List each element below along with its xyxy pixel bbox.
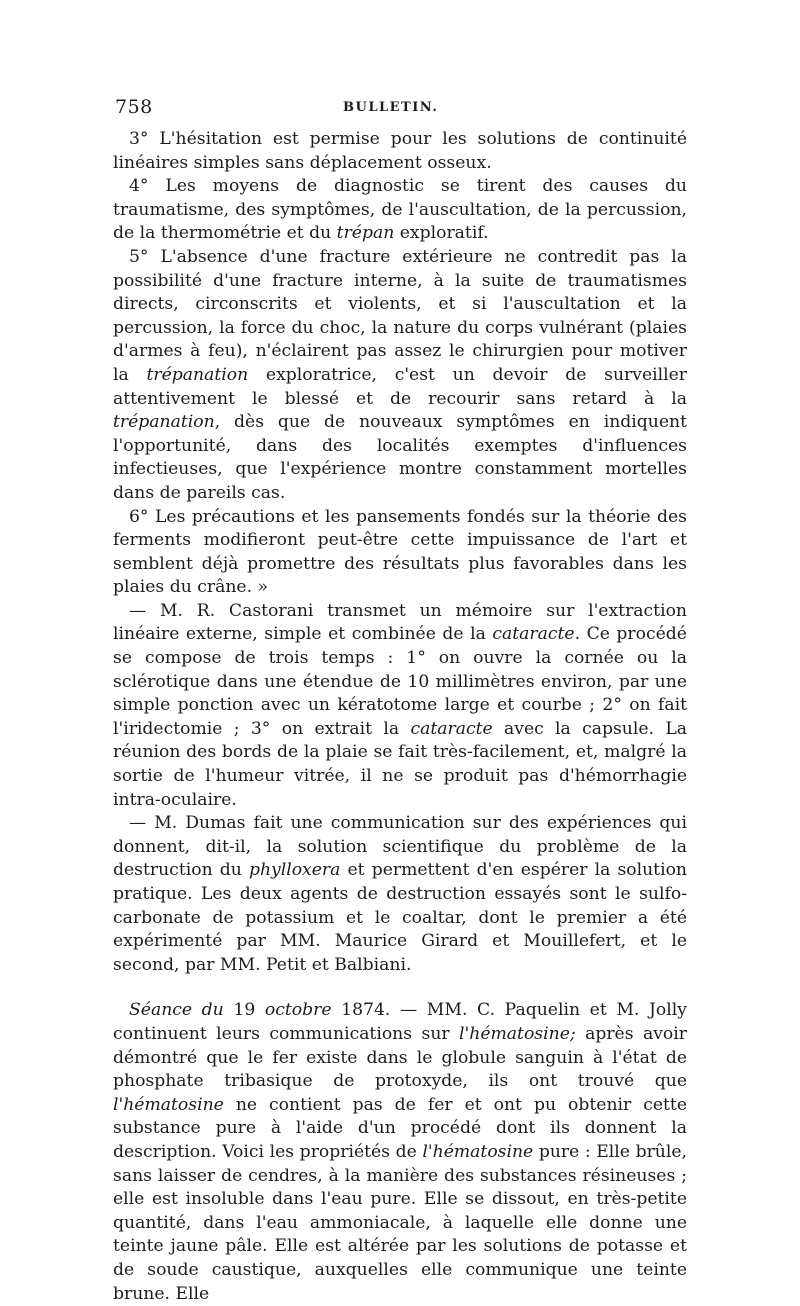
italic-text: Séance du: [129, 1000, 224, 1021]
text-segment: ne contient pas de fer et ont pu obtenir cette substance pure à l'aide d'un procédé dont ils donnent la description. Voici les propriétés de: [113, 1094, 687, 1162]
italic-text: cataracte: [492, 624, 575, 645]
italic-text: l'hématosine: [422, 1141, 534, 1162]
text-segment: 3° L'hésitation est permise pour les solutions de continuité linéaires simples sans déplacement osseux.: [113, 129, 687, 173]
running-title: BULLETIN.: [343, 100, 439, 115]
text-segment: 6° Les précautions et les pansements fondés sur la théorie des ferments modifieront peut-être cette impuissance de l'art et semblent déjà promettre des résultats plus favorables dans les plaies du crâne. »: [113, 506, 687, 598]
paragraph-p6: [113, 812, 687, 977]
paragraph-p3: [113, 246, 687, 506]
text-segment: exploratif.: [394, 223, 489, 244]
text-segment: 4° Les moyens de diagnostic se tirent des causes du traumatisme, des symptômes, de l'auscultation, de la percussion, de la thermométrie et du: [113, 176, 687, 244]
book-page: [113, 96, 687, 1306]
text-segment: 5° L'absence d'une fracture extérieure ne contredit pas la possibilité d'une fracture interne, à la suite de traumatismes directs, circonscrits et violents, et si l'auscultation et la percussion, la force du choc, la nature du corps vulnérant (plaies d'armes à feu), n'éclairent pas assez le chirurgien pour motiver la: [113, 246, 687, 385]
text-segment: et permettent d'en espérer la solution pratique. Les deux agents de destruction essayés sont le sulfo-carbonate de potassium et le coaltar, dont le premier a été expérimenté par MM. Maurice Girard et Mouillefert, et le second, par MM. Petit et Balbiani.: [113, 860, 687, 975]
italic-text: trépan: [336, 223, 395, 244]
text-segment: après avoir démontré que le fer existe dans le globule sanguin à l'état de phosphate tribasique de protoxyde, ils ont trouvé que: [113, 1023, 687, 1092]
text-segment: — M. R. Castorani transmet un mémoire sur l'extraction linéaire externe, simple et combinée de la: [113, 600, 687, 645]
text-body: [113, 128, 687, 1306]
text-segment: exploratrice, c'est un devoir de surveiller attentivement le blessé et de recourir sans retard à la: [113, 364, 687, 409]
text-segment: pure : Elle brûle, sans laisser de cendres, à la manière des substances résineuses ; elle est insoluble dans l'eau pure. Elle se dissout, en très-petite quantité, dans l'eau ammoniacale, à laquelle elle donne une teinte jaune pâle. Elle est altérée par les solutions de potasse et de soude caustique, auxquelles elle communique une teinte brune. Elle: [113, 1141, 687, 1304]
italic-text: cataracte: [410, 718, 493, 739]
paragraph-p1: [113, 128, 687, 175]
page-number: 758: [115, 96, 153, 118]
paragraph-p4: [113, 506, 687, 600]
italic-text: l'hématosine: [113, 1094, 224, 1115]
italic-text: octobre: [264, 1000, 332, 1021]
italic-text: phylloxera: [248, 860, 341, 881]
text-segment: . Ce procédé se compose de trois temps : 1° on ouvre la cornée ou la sclérotique dans une étendue de 10 millimètres environ, par une simple ponction avec un kératotome large et courbe ; 2° on fait l'iridectomie ; 3° on extrait la: [113, 624, 687, 739]
text-segment: , dès que de nouveaux symptômes en indiquent l'opportunité, dans des localités exemptes d'influences infectieuses, que l'expérience montre constamment mortelles dans de pareils cas.: [113, 412, 687, 503]
paragraph-p2: [113, 175, 687, 246]
text-segment: — M. Dumas fait une communication sur des expériences qui donnent, dit-il, la solution scientifique du problème de la destruction du: [113, 813, 687, 881]
paragraph-p5: [113, 600, 687, 812]
italic-text: trépanation: [146, 364, 249, 385]
text-segment: 1874. — MM. C. Paquelin et M. Jolly continuent leurs communications sur: [113, 1000, 687, 1044]
page-header: [113, 96, 687, 128]
italic-text: trépanation: [113, 412, 215, 433]
text-segment: 19: [223, 1000, 265, 1021]
italic-text: l'hématosine;: [459, 1023, 576, 1044]
text-segment: avec la capsule. La réunion des bords de la plaie se fait très-facilement, et, malgré la sortie de l'humeur vitrée, il ne se produit pas d'hémorrhagie intra-oculaire.: [113, 718, 687, 810]
paragraph-p7: [113, 999, 687, 1306]
